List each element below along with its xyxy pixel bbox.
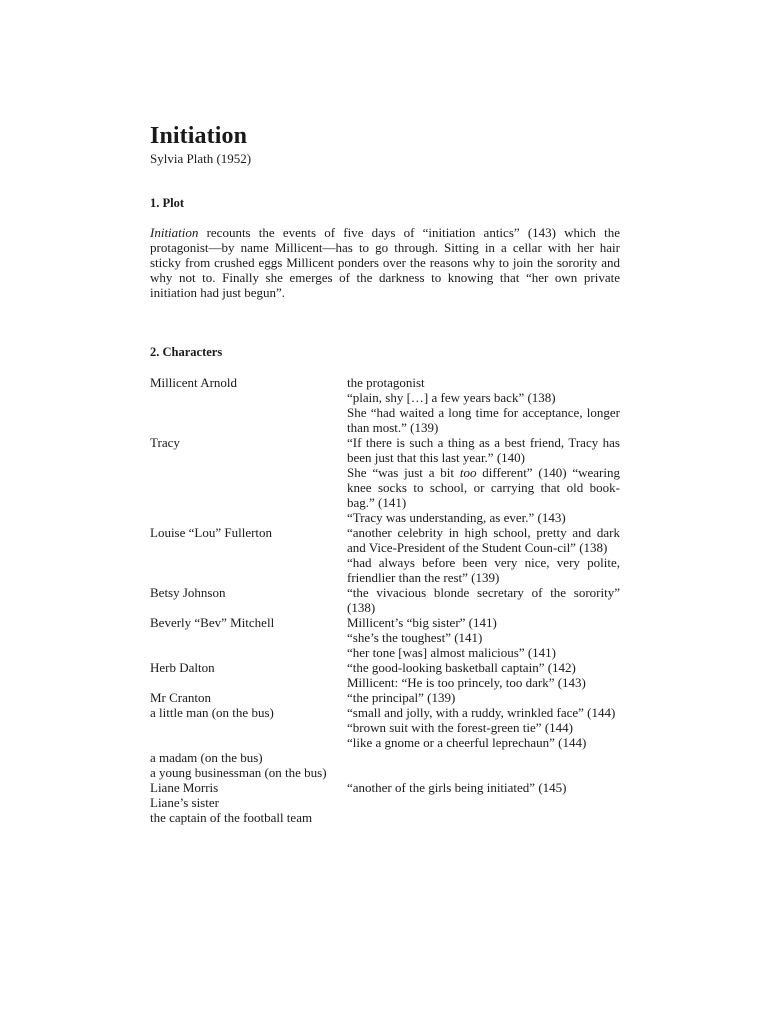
character-notes [347, 435, 620, 525]
character-notes [347, 525, 620, 585]
character-notes [347, 585, 620, 615]
character-name: a little man (on the bus) [150, 705, 274, 720]
character-row-betsy [150, 585, 620, 615]
character-row-liane-sister [150, 795, 620, 810]
character-name: Millicent Arnold [150, 375, 238, 390]
characters-table [150, 375, 620, 825]
character-row-millicent [150, 375, 620, 435]
character-notes [347, 705, 620, 750]
character-name: Beverly “Bev” Mitchell [150, 615, 275, 630]
character-note: “another of the girls being initiated” (145) [347, 780, 567, 795]
plot-paragraph [150, 225, 620, 300]
character-row-little-man [150, 705, 620, 750]
plot-title-italic: Initiation [150, 225, 199, 240]
character-row-businessman [150, 765, 620, 780]
character-row-liane [150, 780, 620, 795]
character-name: Louise “Lou” Fullerton [150, 525, 273, 540]
character-note: “Tracy was understanding, as ever.” (143) [347, 510, 566, 525]
character-note: the protagonist [347, 375, 425, 390]
characters-heading: 2. Characters [150, 345, 223, 359]
character-note: “her tone [was] almost malicious” (141) [347, 645, 557, 660]
character-row-tracy [150, 435, 620, 525]
character-note: “like a gnome or a cheerful leprechaun” (144) [347, 735, 587, 750]
document-author: Sylvia Plath (1952) [150, 151, 252, 166]
document-title: Initiation [150, 123, 248, 149]
character-notes [347, 750, 620, 765]
character-note-part: She “was just a bit [347, 465, 460, 480]
character-name: Betsy Johnson [150, 585, 226, 600]
character-name: Herb Dalton [150, 660, 215, 675]
character-name: Liane’s sister [150, 795, 219, 810]
character-note: “she’s the toughest” (141) [347, 630, 483, 645]
character-row-football-captain [150, 810, 620, 825]
character-note-part: different” (140) “wearing knee socks to school, or carrying that old book-bag.” (141) [347, 465, 620, 510]
character-note: “If there is such a thing as a best friend, Tracy has been just that this last year.” (140) [347, 435, 620, 465]
character-note-italic: too [459, 465, 477, 480]
character-row-herb [150, 660, 620, 690]
plot-heading: 1. Plot [150, 196, 185, 210]
character-note: “brown suit with the forest-green tie” (144) [347, 720, 573, 735]
character-note: “small and jolly, with a ruddy, wrinkled face” (144) [347, 705, 616, 720]
character-name: a young businessman (on the bus) [150, 765, 327, 780]
character-row-beverly [150, 615, 620, 660]
character-note: Millicent: “He is too princely, too dark” (143) [347, 675, 586, 690]
character-name: Liane Morris [150, 780, 219, 795]
character-row-cranton [150, 690, 620, 705]
character-name: Mr Cranton [150, 690, 212, 705]
character-note: “another celebrity in high school, pretty and dark and Vice-President of the Student Coun-cil” (138) [347, 525, 620, 555]
character-note: “the principal” (139) [347, 690, 456, 705]
character-note: “the vivacious blonde secretary of the sorority” (138) [347, 585, 620, 615]
character-name: a madam (on the bus) [150, 750, 263, 765]
character-notes [347, 375, 620, 435]
character-note: She “had waited a long time for acceptance, longer than most.” (139) [347, 405, 620, 435]
character-notes [347, 660, 620, 690]
document-page [150, 121, 620, 825]
character-name: Tracy [150, 435, 180, 450]
plot-body-text: recounts the events of five days of “initiation antics” (143) which the protagonist—by name Millicent—has to go through. Sitting in a cellar with her hair sticky from crushed eggs Millicent ponders over the reasons why to join the sorority and why not to. Finally she emerges of the darkness to knowing that “her own private initiation had just begun”. [150, 225, 620, 300]
character-note: “plain, shy […] a few years back” (138) [347, 390, 556, 405]
character-note: Millicent’s “big sister” (141) [347, 615, 497, 630]
character-row-louise [150, 525, 620, 585]
character-name: the captain of the football team [150, 810, 313, 825]
character-row-madam [150, 750, 620, 765]
character-notes [347, 780, 620, 795]
character-note: “the good-looking basketball captain” (142) [347, 660, 576, 675]
character-notes [347, 690, 620, 705]
character-note: “had always before been very nice, very polite, friendlier than the rest” (139) [347, 555, 620, 585]
character-notes [347, 615, 620, 660]
character-note [347, 465, 620, 510]
